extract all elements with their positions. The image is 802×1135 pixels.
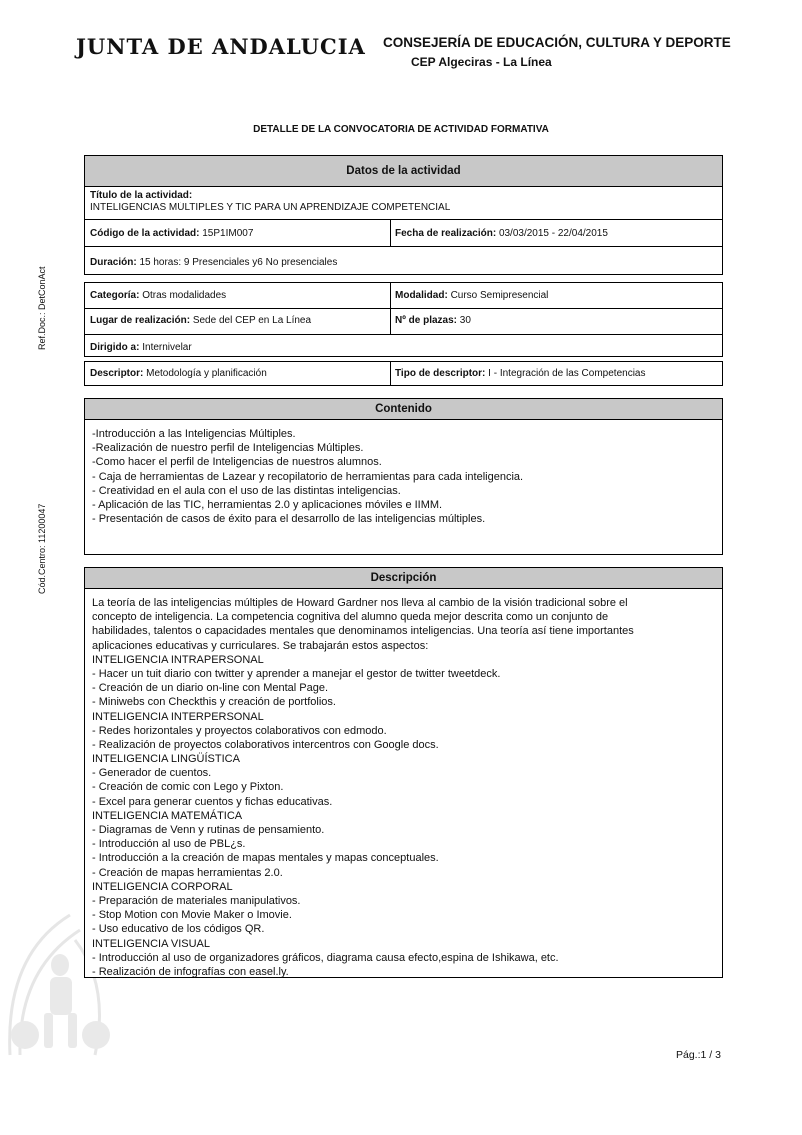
description-line: - Miniwebs con Checkthis y creación de portfolios.: [92, 696, 336, 709]
description-line: - Preparación de materiales manipulativos.: [92, 894, 301, 907]
descriptor: Descriptor: Metodología y planificación: [90, 368, 267, 379]
title-label: Título de la actividad:: [90, 190, 193, 201]
description-line: - Introducción a la creación de mapas mentales y mapas conceptuales.: [92, 852, 439, 865]
ref-doc-label: Ref.Doc.: DetConAct: [37, 266, 47, 350]
page-number: Pág.:1 / 3: [676, 1049, 721, 1061]
description-line: - Creación de un diario on-line con Mental Page.: [92, 682, 329, 695]
description-line: - Introducción al uso de organizadores gráficos, diagrama causa efecto,espina de Ishikawa, etc.: [92, 951, 559, 964]
description-heading: INTELIGENCIA LINGÜÍSTICA: [92, 753, 240, 766]
description-line: - Realización de infografías con easel.ly.: [92, 965, 289, 978]
description-line: - Uso educativo de los códigos QR.: [92, 923, 265, 936]
department-name: CONSEJERÍA DE EDUCACIÓN, CULTURA Y DEPORTE: [383, 35, 731, 50]
description-line: - Diagramas de Venn y rutinas de pensamiento.: [92, 824, 325, 836]
activity-data-header: Datos de la actividad: [85, 156, 722, 187]
content-section: [84, 398, 723, 555]
cod-centro-label: Cód.Centro: 11200047: [37, 503, 47, 594]
description-header: Descripción: [85, 568, 722, 589]
description-line: aplicaciones educativas y curriculares. Se trabajarán estos aspectos:: [92, 639, 429, 652]
description-line: La teoría de las inteligencias múltiples de Howard Gardner nos lleva al cambio de la visión tradicional sobre el: [92, 597, 628, 609]
activity-dates: Fecha de realización: 03/03/2015 - 22/04/2015: [395, 228, 608, 239]
content-line: -Realización de nuestro perfil de Inteligencias Múltiples.: [92, 442, 364, 455]
activity-duration: Duración: 15 horas: 9 Presenciales y6 No presenciales: [90, 257, 338, 268]
description-heading: INTELIGENCIA INTERPERSONAL: [92, 710, 264, 723]
content-line: - Creatividad en el aula con el uso de las distintas inteligencias.: [92, 484, 401, 497]
description-line: - Excel para generar cuentos y fichas educativas.: [92, 795, 333, 808]
description-heading: INTELIGENCIA VISUAL: [92, 937, 210, 950]
description-section: [84, 567, 723, 978]
description-list: [92, 596, 634, 979]
title-value: INTELIGENCIAS MÚLTIPLES Y TIC PARA UN APRENDIZAJE COMPETENCIAL: [90, 202, 451, 213]
description-line: concepto de inteligencia. La competencia cognitiva del alumno queda mejor descrita como un conjunto de: [92, 611, 609, 624]
description-line: - Creación de comic con Lego y Pixton.: [92, 781, 284, 794]
descriptor-section: [84, 361, 723, 386]
document-title: DETALLE DE LA CONVOCATORIA DE ACTIVIDAD FORMATIVA: [253, 124, 549, 135]
modality: Modalidad: Curso Semipresencial: [395, 290, 549, 301]
activity-code: Código de la actividad: 15P1IM007: [90, 228, 254, 239]
content-list: [92, 427, 523, 526]
description-heading: INTELIGENCIA MATEMÁTICA: [92, 809, 243, 822]
content-header: Contenido: [85, 399, 722, 420]
content-line: - Presentación de casos de éxito para el desarrollo de las inteligencias múltiples.: [92, 513, 486, 526]
descriptor-type: Tipo de descriptor: I - Integración de las Competencias: [395, 368, 646, 379]
description-line: - Introducción al uso de PBL¿s.: [92, 838, 246, 851]
content-line: -Introducción a las Inteligencias Múltiples.: [92, 428, 296, 440]
description-line: - Realización de proyectos colaborativos intercentros con Google docs.: [92, 738, 439, 751]
description-line: - Hacer un tuit diario con twitter y aprender a manejar el gestor de twitter tweetdeck.: [92, 667, 501, 680]
modality-section: [84, 282, 723, 335]
activity-data-section: [84, 155, 723, 275]
content-line: - Caja de herramientas de Lazear y recopilatorio de herramientas para cada inteligencia.: [92, 470, 524, 483]
category: Categoría: Otras modalidades: [90, 290, 227, 301]
description-line: - Redes horizontales y proyectos colaborativos con edmodo.: [92, 724, 387, 737]
junta-logo-text: JUNTA DE ANDALUCIA: [76, 34, 366, 59]
target-audience-section: [84, 334, 723, 357]
description-heading: INTELIGENCIA CORPORAL: [92, 880, 233, 893]
description-line: - Generador de cuentos.: [92, 767, 212, 780]
description-line: - Stop Motion con Movie Maker o Imovie.: [92, 909, 292, 922]
center-name: CEP Algeciras - La Línea: [411, 55, 552, 69]
seats: Nº de plazas: 30: [395, 315, 471, 326]
target-audience: Dirigido a: Internivelar: [90, 342, 192, 353]
location: Lugar de realización: Sede del CEP en La Línea: [90, 315, 312, 326]
content-line: -Como hacer el perfil de Inteligencias de nuestros alumnos.: [92, 456, 382, 469]
content-line: - Aplicación de las TIC, herramientas 2.0 y aplicaciones móviles e IIMM.: [92, 498, 443, 511]
description-heading: INTELIGENCIA INTRAPERSONAL: [92, 653, 264, 666]
description-line: - Creación de mapas herramientas 2.0.: [92, 866, 283, 879]
description-line: habilidades, talentos o capacidades mentales que denominamos inteligencias. Una teoría así tiene importantes: [92, 625, 634, 638]
